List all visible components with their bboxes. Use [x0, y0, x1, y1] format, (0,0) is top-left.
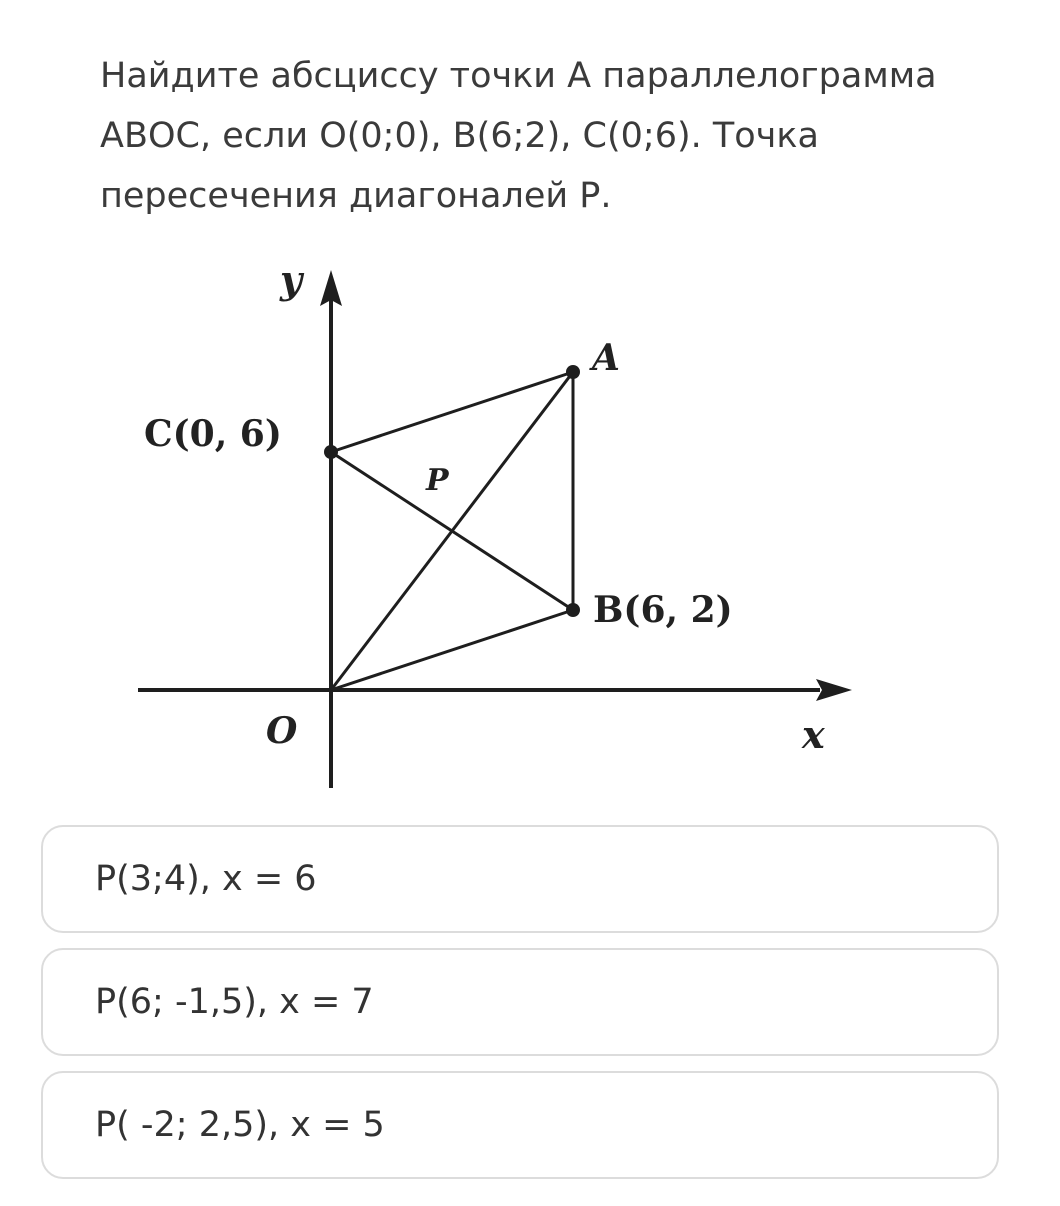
point-c [324, 445, 338, 459]
answer-options [41, 825, 999, 1194]
answer-option-label: P(6; -1,5), x = 7 [95, 982, 374, 1022]
question-text: Найдите абсциссу точки А параллелограмма АВОС, если О(0;0), В(6;2), С(0;6). Точка пересечения диагоналей Р. [100, 56, 937, 216]
point-b [566, 603, 580, 617]
answer-option-label: P(3;4), x = 6 [95, 859, 317, 899]
side-ca [331, 372, 573, 452]
answer-option-label: P( -2; 2,5), x = 5 [95, 1105, 385, 1145]
x-axis-label: x [802, 712, 825, 757]
point-p-label: P [426, 463, 449, 498]
origin-label: O [266, 710, 298, 752]
y-axis-label: y [280, 257, 303, 302]
answer-option-3[interactable] [41, 1071, 999, 1179]
answer-option-2[interactable] [41, 948, 999, 1056]
x-axis-arrow [816, 679, 852, 701]
point-c-label: C(0, 6) [144, 413, 282, 455]
point-b-label: B(6, 2) [593, 589, 733, 631]
side-bo [331, 610, 573, 690]
answer-option-1[interactable] [41, 825, 999, 933]
point-a [566, 365, 580, 379]
coordinate-plane [130, 248, 870, 798]
diagonal-cb [331, 452, 573, 610]
parallelogram-figure [130, 248, 870, 798]
point-a-label: A [592, 337, 620, 379]
